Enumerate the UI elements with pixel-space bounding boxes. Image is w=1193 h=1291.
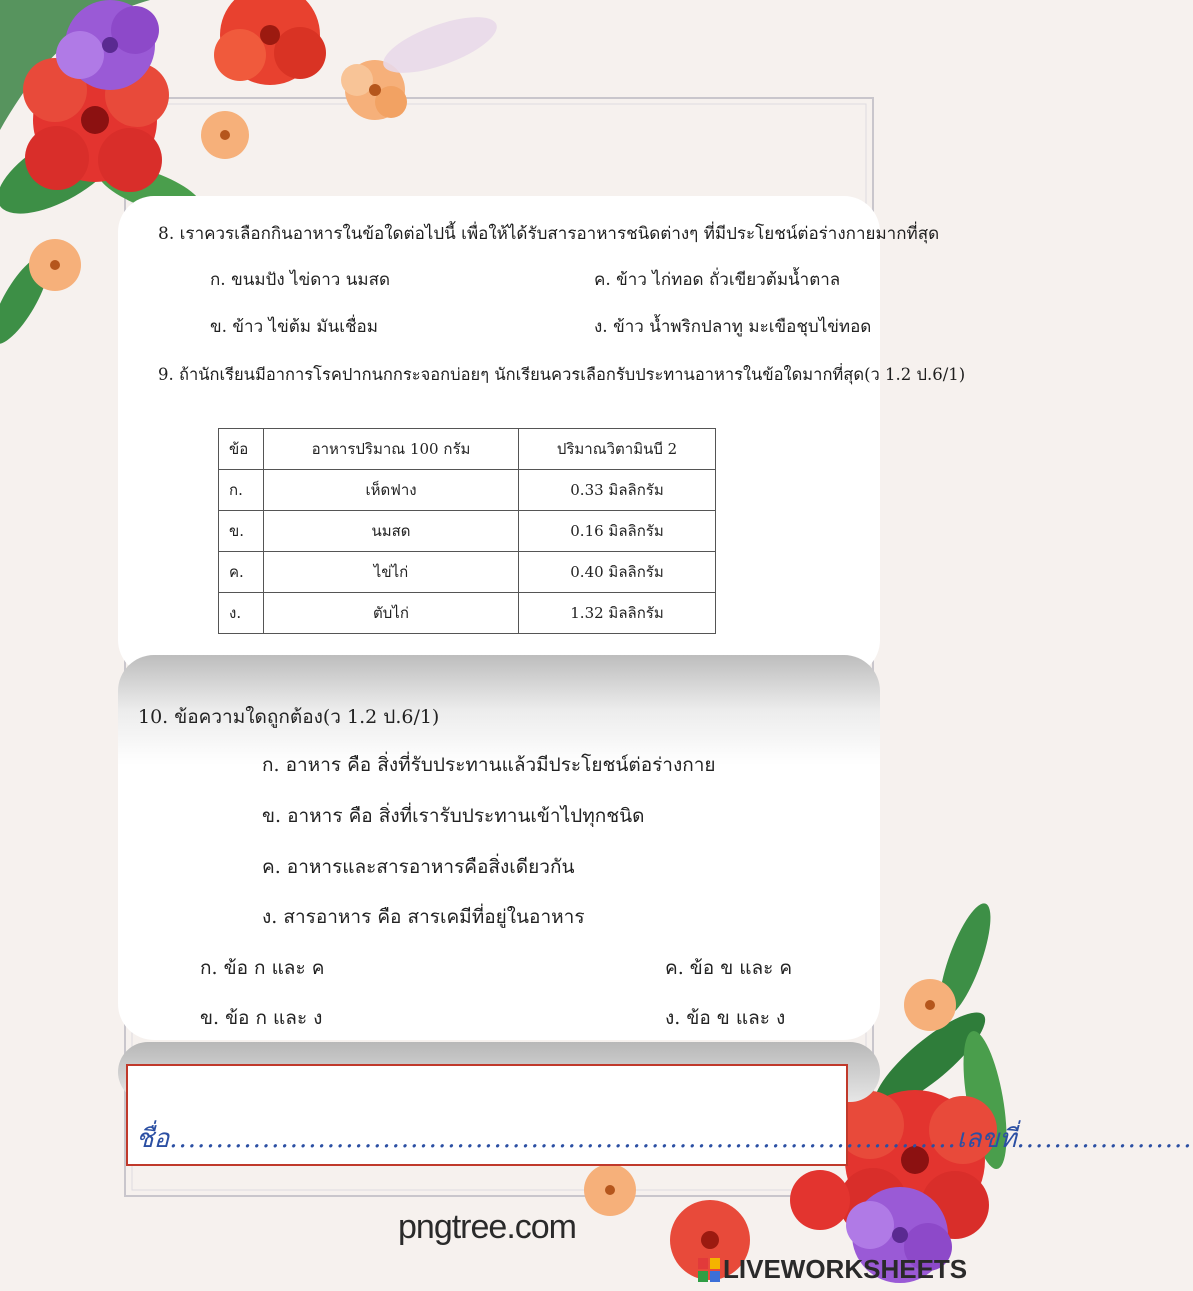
liveworksheets-watermark: LIVEWORKSHEETS <box>723 1254 968 1284</box>
q8-option-c[interactable]: ค. ข้าว ไก่ทอด ถั่วเขียวต้มน้ำตาล <box>594 270 841 290</box>
table-cell: ค. <box>219 552 264 593</box>
name-input-dots[interactable]: ..................................................................................... <box>169 1124 957 1154</box>
pngtree-watermark: pngtree.com <box>398 1208 576 1246</box>
q10-choice-c[interactable]: ค. ข้อ ข และ ค <box>665 957 793 979</box>
table-cell: นมสด <box>264 511 519 552</box>
table-row <box>219 552 716 593</box>
table-header: ข้อ <box>219 429 264 470</box>
q8-option-a[interactable]: ก. ขนมปัง ไข่ดาว นมสด <box>210 270 390 290</box>
q9-question: 9. ถ้านักเรียนมีอาการโรคปากนกกระจอกบ่อยๆ นักเรียนควรเลือกรับประทานอาหารในข้อใดมากที่สุด(ว 1.2 ป.6/1) <box>158 365 966 384</box>
q10-statement-a: ก. อาหาร คือ สิ่งที่รับประทานแล้วมีประโยชน์ต่อร่างกาย <box>262 754 716 776</box>
table-header: อาหารปริมาณ 100 กรัม <box>264 429 519 470</box>
table-cell: 0.40 มิลลิกรัม <box>519 552 716 593</box>
name-number-box <box>126 1064 1193 1166</box>
table-header-row <box>219 429 716 470</box>
q10-choice-a[interactable]: ก. ข้อ ก และ ค <box>200 957 325 979</box>
table-cell: ก. <box>219 470 264 511</box>
table-row <box>219 593 716 634</box>
table-cell: 0.16 มิลลิกรัม <box>519 511 716 552</box>
q10-statement-c: ค. อาหารและสารอาหารคือสิ่งเดียวกัน <box>262 856 575 878</box>
name-number-line <box>136 1118 1193 1159</box>
table-header: ปริมาณวิตามินบี 2 <box>519 429 716 470</box>
q10-choice-b[interactable]: ข. ข้อ ก และ ง <box>200 1007 323 1029</box>
table-cell: ตับไก่ <box>264 593 519 634</box>
table-cell: 1.32 มิลลิกรัม <box>519 593 716 634</box>
q10-choice-d[interactable]: ง. ข้อ ข และ ง <box>665 1007 786 1029</box>
q10-question: 10. ข้อความใดถูกต้อง(ว 1.2 ป.6/1) <box>138 706 440 728</box>
table-cell: เห็ดฟาง <box>264 470 519 511</box>
liveworksheets-logo-icon <box>698 1258 720 1282</box>
table-cell: 0.33 มิลลิกรัม <box>519 470 716 511</box>
table-cell: ไข่ไก่ <box>264 552 519 593</box>
q8-question: 8. เราควรเลือกกินอาหารในข้อใดต่อไปนี้ เพื่อให้ได้รับสารอาหารชนิดต่างๆ ที่มีประโยชน์ต่อร่างกายมากที่สุด <box>158 224 940 244</box>
vitamin-b2-table <box>218 428 716 634</box>
table-row <box>219 470 716 511</box>
q10-statement-d: ง. สารอาหาร คือ สารเคมีที่อยู่ในอาหาร <box>262 906 585 928</box>
number-label: เลขที่ <box>956 1124 1017 1154</box>
table-cell: ข. <box>219 511 264 552</box>
name-label: ชื่อ <box>136 1124 170 1154</box>
table-cell: ง. <box>219 593 264 634</box>
number-input-dots[interactable]: ................... <box>1016 1124 1193 1154</box>
q8-option-b[interactable]: ข. ข้าว ไข่ต้ม มันเชื่อม <box>210 317 378 337</box>
q8-option-d[interactable]: ง. ข้าว น้ำพริกปลาทู มะเขือชุบไข่ทอด <box>594 317 872 337</box>
q10-statement-b: ข. อาหาร คือ สิ่งที่เรารับประทานเข้าไปทุกชนิด <box>262 805 645 827</box>
table-row <box>219 511 716 552</box>
